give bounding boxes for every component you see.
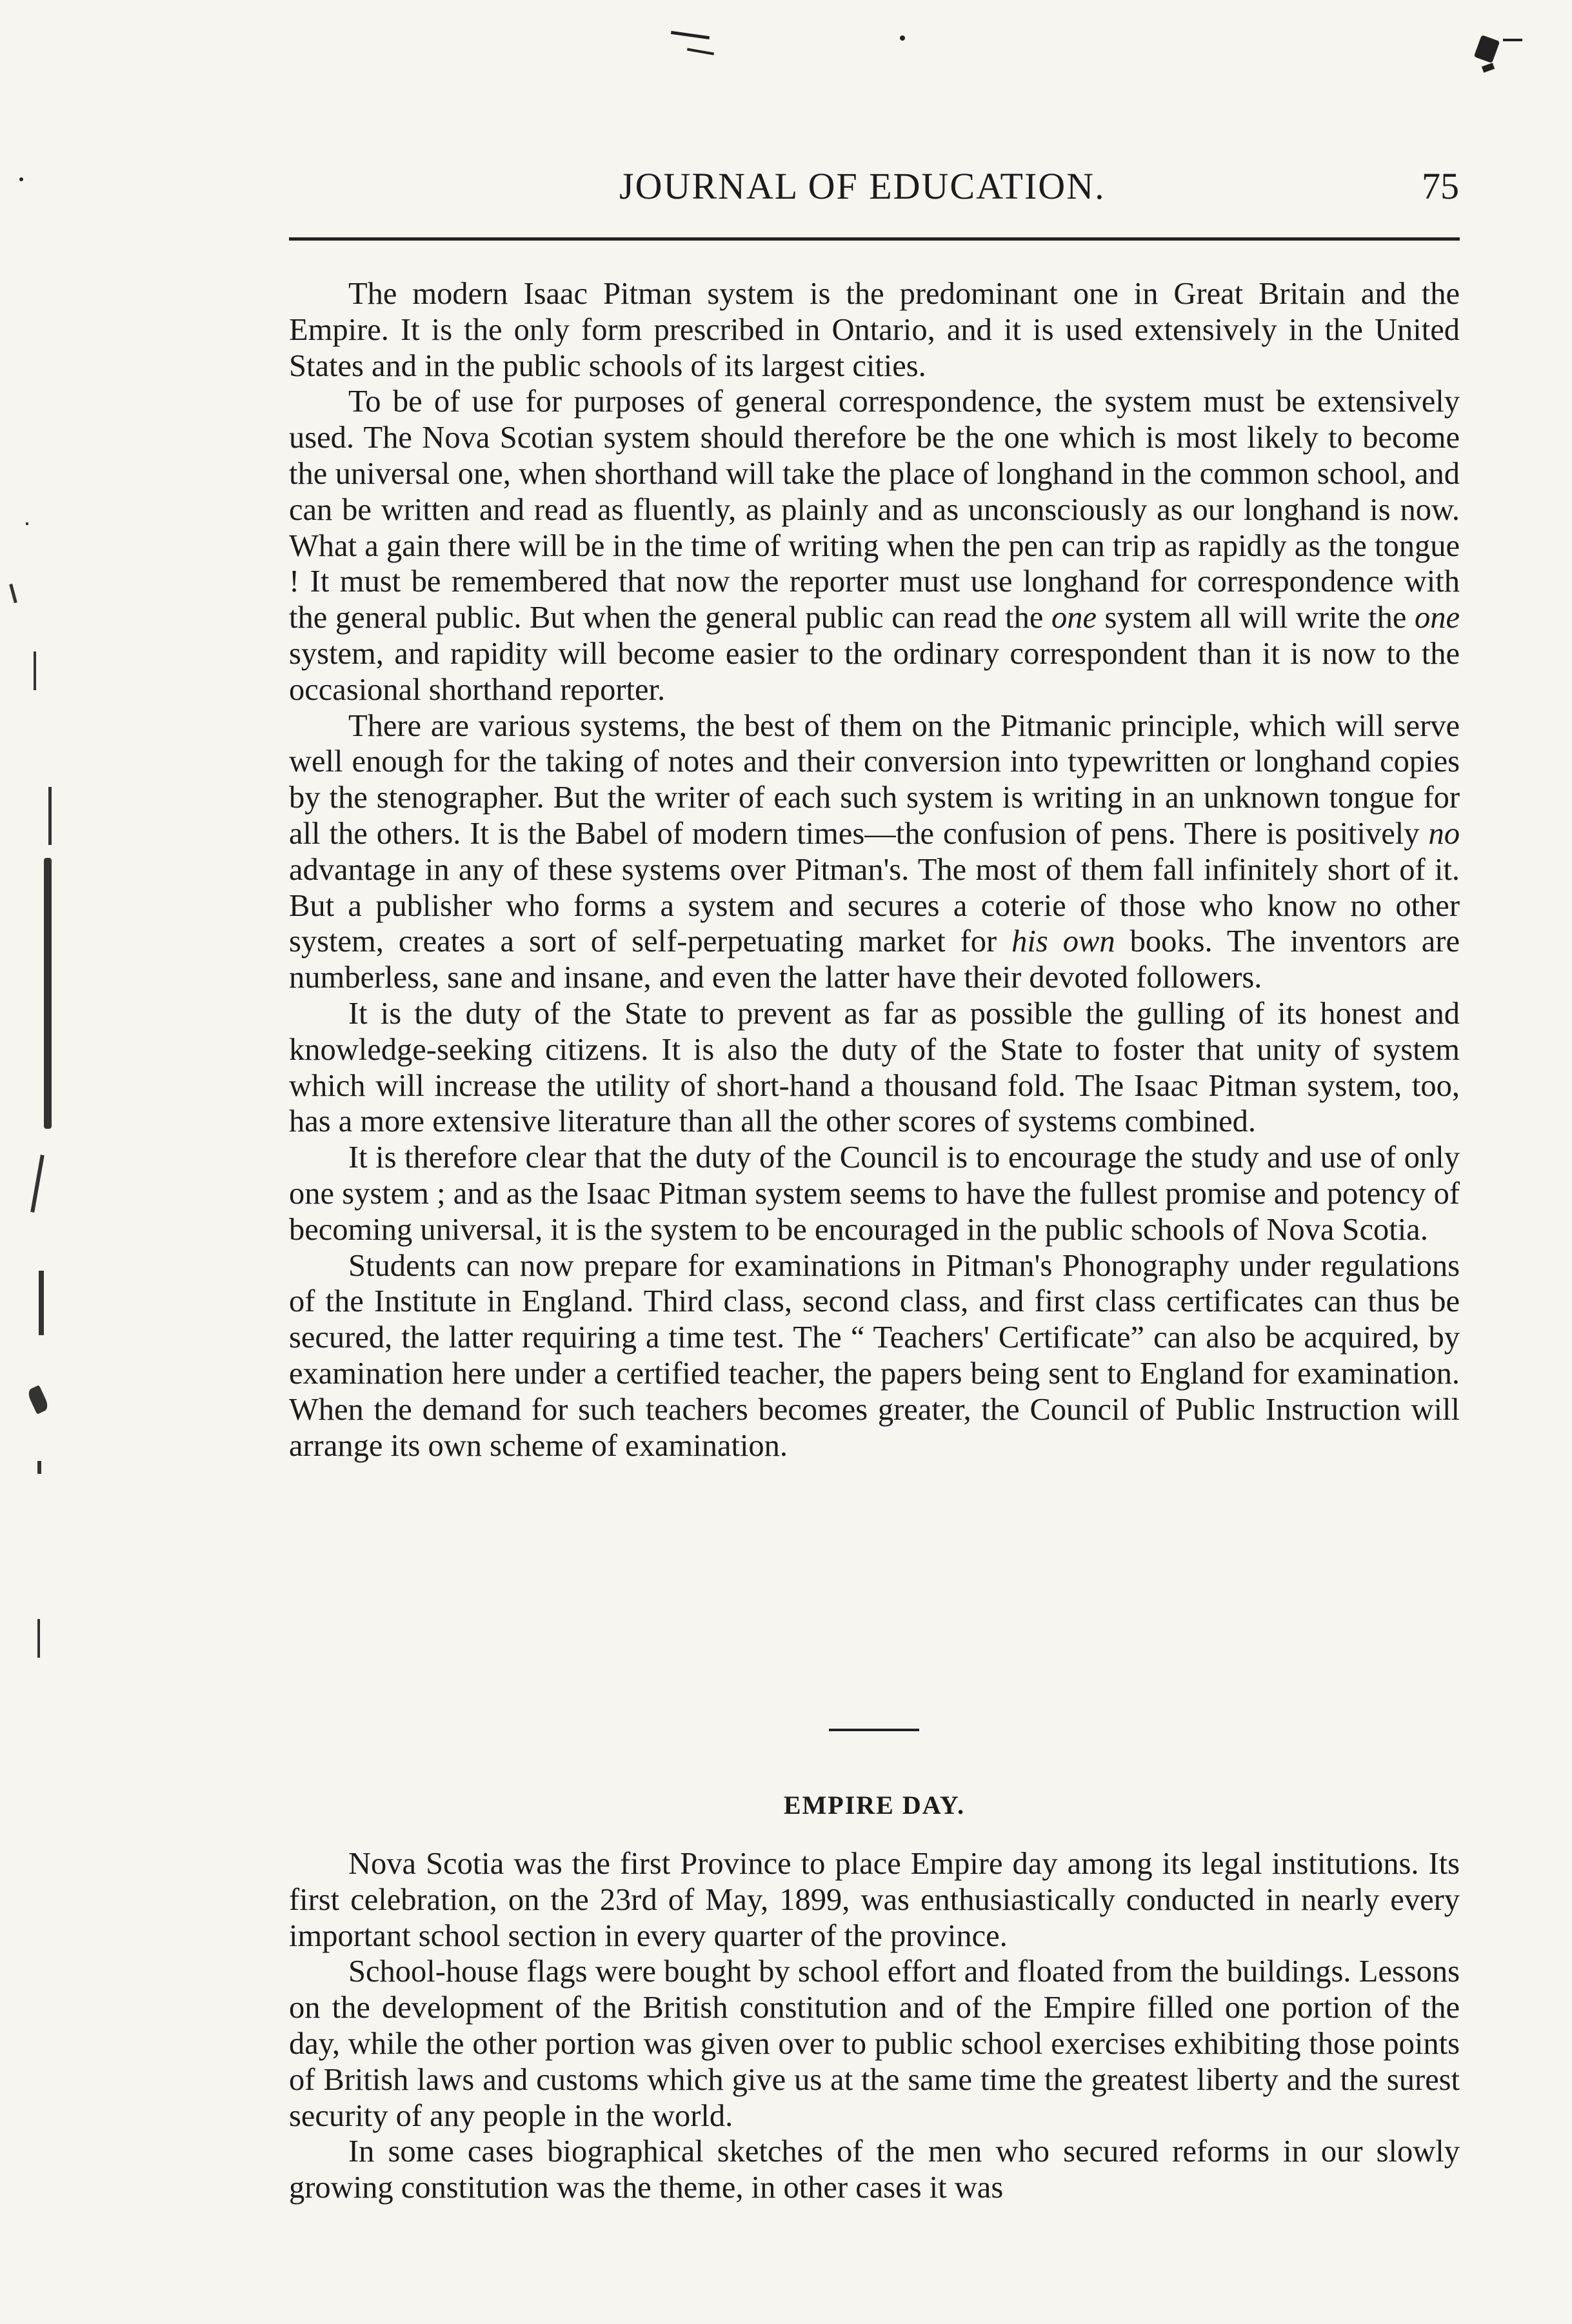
paragraph: The modern Isaac Pitman system is the predominant one in Great Britain and the Empire. It is the only form prescribed in Ontario, and it is used extensively in the United States and in the public schools of its largest cities. — [289, 277, 1460, 383]
gutter-mark — [39, 1271, 44, 1335]
gutter-mark — [37, 1461, 41, 1474]
paragraph: It is therefore clear that the duty of the Council is to encourage the study and use of only one system ; and as the Isaac Pitman system seems to have the fullest promise and potency of becoming universal, it is the system to be encouraged in the public schools of Nova Scotia. — [289, 1140, 1460, 1247]
paragraph: There are various systems, the best of them on the Pitmanic principle, which will serve well enough for the taking of notes and their conversion into typewritten or longhand copies by the stenographer. But the writer of each such system is writing in an unknown tongue for all the others. It is the Babel of modern times—the confusion of pens. There is positively no advantage in any of these systems over Pitman's. The most of them fall infinitely short of it. But a publisher who forms a system and secures a coterie of those who know no other system, creates a sort of self-perpetuating market for his own books. The inventors are numberless, sane and insane, and even the latter have their devoted followers. — [289, 708, 1460, 995]
running-head — [284, 164, 1471, 216]
paragraph: In some cases biographical sketches of the men who secured reforms in our slowly growing constitution was the theme, in other cases it was — [289, 2134, 1460, 2205]
section-heading: EMPIRE DAY. — [783, 1791, 966, 1820]
paragraph: School-house flags were bought by school effort and floated from the buildings. Lessons on the development of the British constitution and of the Empire filled one portion of the day, while the other portion was given over to public school exercises exhibiting those points of British laws and customs which give us at the same time the greatest liberty and the surest security of any people in the world. — [289, 1954, 1460, 2133]
paragraph: Students can now prepare for examinations in Pitman's Phonography under regulations of the Institute in England. Third class, second class, and first class certificates can thus be secured, the latter requiring a time test. The “ Teachers' Certificate” can also be acquired, by examination here under a certified teacher, the papers being sent to England for examination. When the demand for such teachers becomes greater, the Council of Public Instruction will arrange its own scheme of examination. — [289, 1248, 1460, 1463]
journal-title: JOURNAL OF EDUCATION. — [619, 165, 1106, 207]
page-number: 75 — [1422, 165, 1459, 207]
gutter-mark — [37, 1619, 40, 1658]
scan-speck — [900, 35, 905, 41]
scan-speck — [1474, 35, 1500, 63]
paragraph: It is the duty of the State to prevent as far as possible the gulling of its honest and knowledge-seeking citizens. It is also the duty of the State to foster that unity of system which will increase the utility of short-hand a thousand fold. The Isaac Pitman system, too, has a more extensive literature than all the other scores of systems combined. — [289, 996, 1460, 1139]
gutter-mark — [9, 584, 17, 603]
gutter-mark — [34, 651, 36, 690]
paragraph: Nova Scotia was the first Province to place Empire day among its legal institutions. Its first celebration, on the 23rd of May, 1899, was enthusiastically conducted in nearly every important school section in every quarter of the province. — [289, 1847, 1460, 1953]
gutter-mark — [26, 522, 28, 525]
gutter-mark — [30, 1155, 45, 1213]
article-body — [289, 276, 1460, 1464]
section-divider — [829, 1729, 919, 1731]
scan-speck — [1503, 39, 1522, 41]
paragraph: To be of use for purposes of general correspondence, the system must be extensively used. The Nova Scotian system should therefore be the one which is most likely to become the universal one, when shorthand will take the place of longhand in the common school, and can be written and read as fluently, as plainly and as unconsciously as our longhand is now. What a gain there will be in the time of writing when the pen can trip as rapidly as the tongue ! It must be remembered that now the reporter must use longhand for correspondence with the general public. But when the general public can read the one system all will write the one system, and rapidity will become easier to the ordinary correspondent than it is now to the occasional shorthand reporter. — [289, 384, 1460, 707]
scan-speck — [19, 177, 23, 181]
gutter-mark — [48, 787, 52, 845]
empire-day-body — [289, 1846, 1460, 2206]
scan-speck — [671, 31, 710, 39]
gutter-mark — [44, 858, 52, 1129]
gutter-mark — [26, 1385, 50, 1415]
scan-speck — [687, 48, 714, 55]
header-rule — [289, 237, 1460, 241]
scan-speck — [1482, 63, 1495, 73]
